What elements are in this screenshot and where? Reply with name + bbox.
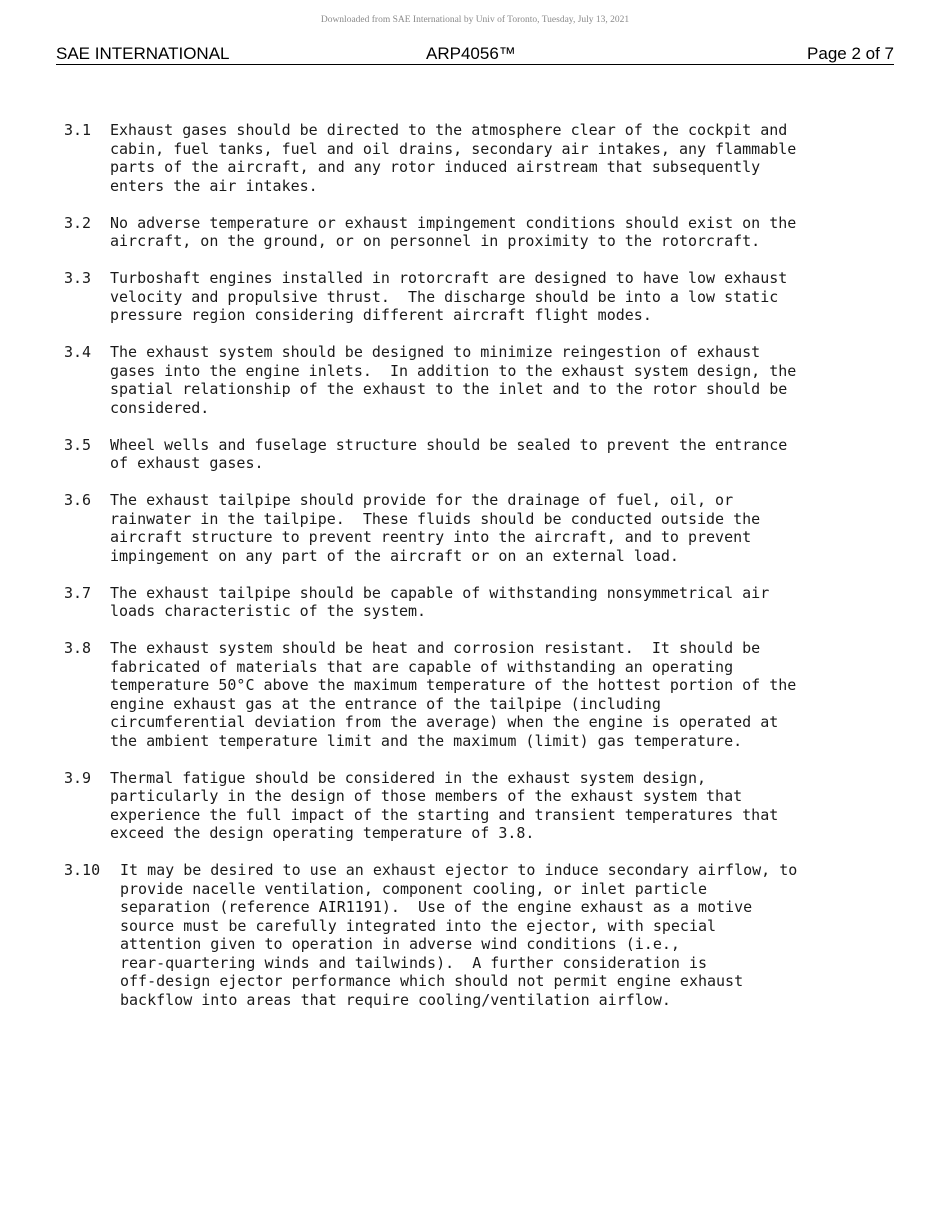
- download-watermark: Downloaded from SAE International by Univ of Toronto, Tuesday, July 13, 2021: [320, 15, 630, 25]
- document-body: [64, 121, 864, 1028]
- paragraph-3-10: [64, 861, 864, 1009]
- paragraph-text: Wheel wells and fuselage structure should be sealed to prevent the entrance of exhaust gases.: [110, 435, 788, 472]
- paragraph-number: 3.1: [64, 121, 92, 139]
- paragraph-number: 3.7: [64, 583, 92, 602]
- paragraph-3-1: [64, 121, 864, 195]
- paragraph-text: The exhaust tailpipe should be capable of withstanding nonsymmetrical air loads characteristic of the system.: [110, 583, 770, 620]
- header-document-number: ARP4056™: [426, 44, 516, 63]
- paragraph-number: 3.2: [64, 213, 92, 232]
- paragraph-number: 3.5: [64, 435, 92, 454]
- paragraph-3-8: [64, 639, 864, 750]
- paragraph-text: The exhaust system should be heat and corrosion resistant. It should be fabricated of materials that are capable of withstanding an operating temperature 50°C above the maximum temperature of the hottest portion of the engine exhaust gas at the entrance of the tailpipe (including circumferential deviation from the average) when the engine is operated at the ambient temperature limit and the maximum (limit) gas temperature.: [110, 639, 797, 750]
- page-header: [56, 44, 894, 65]
- paragraph-number: 3.4: [64, 343, 92, 361]
- paragraph-3-5: [64, 436, 864, 473]
- paragraph-3-9: [64, 769, 864, 843]
- paragraph-text: The exhaust system should be designed to minimize reingestion of exhaust gases into the engine inlets. In addition to the exhaust system design, the spatial relationship of the exhaust to the inlet and to the rotor should be considered.: [110, 343, 797, 417]
- paragraph-text: No adverse temperature or exhaust impingement conditions should exist on the aircraft, on the ground, or on personnel in proximity to the rotorcraft.: [110, 213, 797, 250]
- paragraph-number: 3.3: [64, 269, 92, 287]
- paragraph-number: 3.10: [64, 861, 101, 879]
- paragraph-text: It may be desired to use an exhaust ejector to induce secondary airflow, to provide nacelle ventilation, component cooling, or inlet particle separation (reference AIR1191). Use of the engine exhaust as a motive source must be carefully integrated into the ejector, with special attention given to operation in adverse wind conditions (i.e., rear-quartering winds and tailwinds). A further consideration is off-design ejector performance which should not permit engine exhaust backflow into areas that require cooling/ventilation airflow.: [120, 861, 798, 1009]
- paragraph-3-3: [64, 269, 864, 325]
- paragraph-text: Turboshaft engines installed in rotorcraft are designed to have low exhaust velocity and propulsive thrust. The discharge should be into a low static pressure region considering different aircraft flight modes.: [110, 269, 788, 324]
- paragraph-3-7: [64, 584, 864, 621]
- header-organization: SAE INTERNATIONAL: [56, 44, 230, 63]
- paragraph-3-4: [64, 343, 864, 417]
- paragraph-text: Thermal fatigue should be considered in the exhaust system design, particularly in the design of those members of the exhaust system that experience the full impact of the starting and transient temperatures that exceed the design operating temperature of 3.8.: [110, 768, 779, 842]
- paragraph-3-6: [64, 491, 864, 565]
- paragraph-number: 3.8: [64, 639, 92, 657]
- paragraph-text: The exhaust tailpipe should provide for the drainage of fuel, oil, or rainwater in the tailpipe. These fluids should be conducted outside the aircraft structure to prevent reentry into the aircraft, and to prevent impingement on any part of the aircraft or on an external load.: [110, 491, 761, 565]
- paragraph-text: Exhaust gases should be directed to the atmosphere clear of the cockpit and cabin, fuel tanks, fuel and oil drains, secondary air intakes, any flammable parts of the aircraft, and any rotor induced airstream that subsequently enters the air intakes.: [110, 121, 797, 195]
- paragraph-number: 3.6: [64, 491, 92, 509]
- paragraph-3-2: [64, 214, 864, 251]
- header-page-number: Page 2 of 7: [807, 44, 894, 63]
- paragraph-number: 3.9: [64, 768, 92, 787]
